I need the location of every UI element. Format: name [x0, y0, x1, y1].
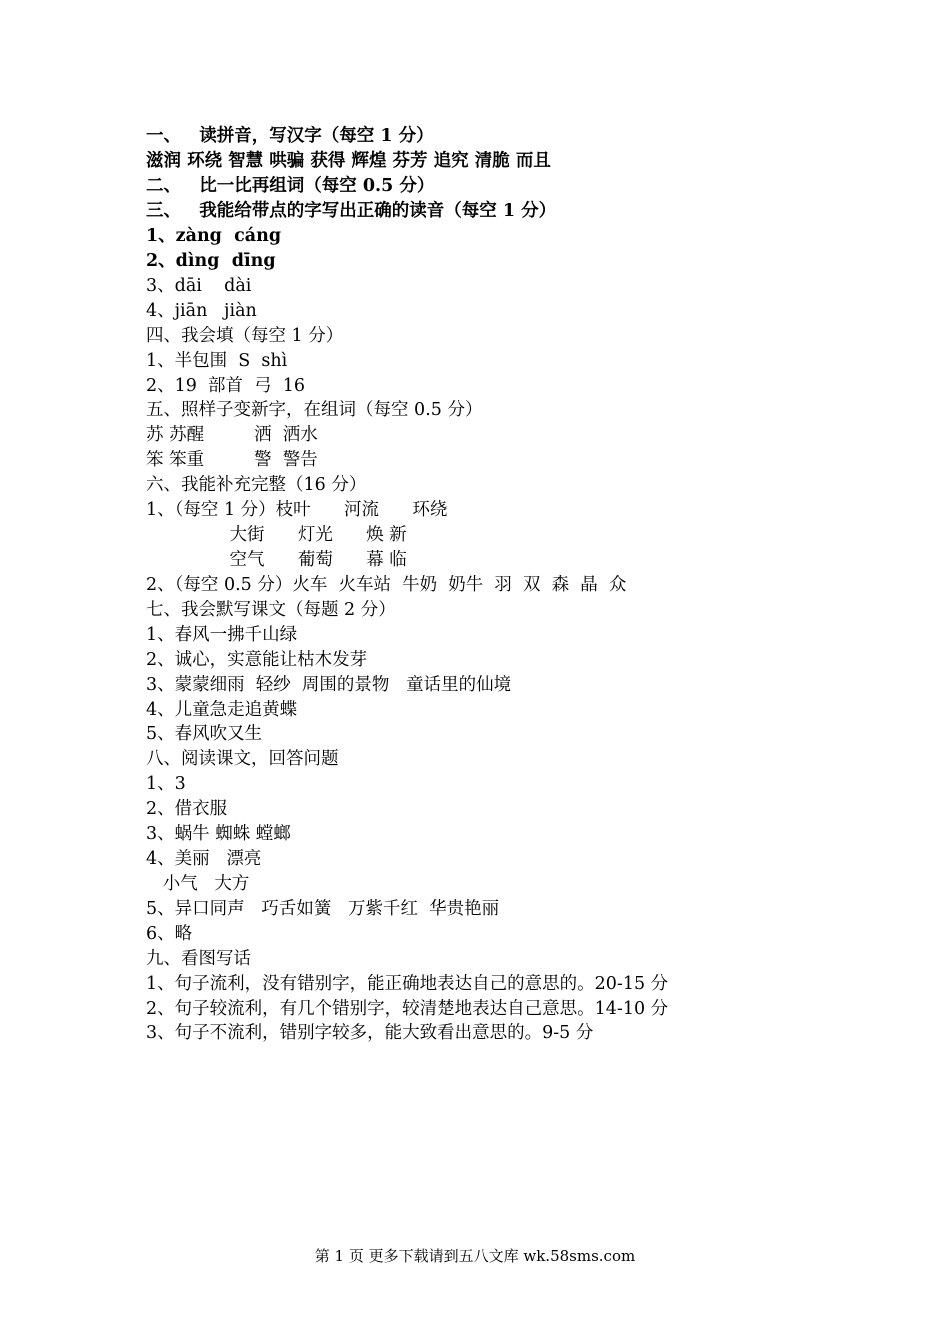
pinyin-answer-4: 4、jiān jiàn	[146, 301, 257, 321]
section-3-heading: 三、 我能给带点的字写出正确的读音（每空 1 分）	[146, 201, 557, 221]
section-6-heading: 六、我能补充完整（16 分）	[146, 475, 367, 495]
section-9-criterion-2: 2、句子较流利，有几个错别字，较清楚地表达自己意思。14-10 分	[146, 999, 669, 1019]
section-4-answer-1: 1、半包围 S shì	[146, 351, 288, 371]
section-7-answer-5: 5、春风吹又生	[146, 724, 263, 744]
section-8-answer-1: 1、3	[146, 774, 186, 794]
section-9-criterion-3: 3、句子不流利，错别字较多，能大致看出意思的。9-5 分	[146, 1023, 594, 1043]
section-8-answer-5: 5、异口同声 巧舌如簧 万紫千红 华贵艳丽	[146, 899, 500, 919]
section-1-heading: 一、 读拼音，写汉字（每空 1 分）	[146, 126, 434, 146]
pinyin-answer-1: 1、zàng cáng	[146, 226, 282, 246]
section-8-answer-4-row-1: 4、美丽 漂亮	[146, 849, 262, 869]
section-9-heading: 九、看图写话	[146, 949, 251, 969]
pinyin-answer-3: 3、dāi dài	[146, 276, 252, 296]
section-4-answer-2: 2、19 部首 弓 16	[146, 376, 306, 396]
section-7-heading: 七、我会默写课文（每题 2 分）	[146, 600, 396, 620]
section-7-answer-2: 2、诚心，实意能让枯木发芽	[146, 650, 368, 670]
page-footer: 第 1 页 更多下载请到五八文库 wk.58sms.com	[314, 1247, 636, 1265]
section-8-answer-2: 2、借衣服	[146, 799, 228, 819]
section-4-heading: 四、我会填（每空 1 分）	[146, 326, 344, 346]
section-7-answer-3: 3、蒙蒙细雨 轻纱 周围的景物 童话里的仙境	[146, 675, 512, 695]
section-8-answer-4-row-2: 小气 大方	[146, 874, 250, 894]
section-6-answer-1-row-3: 空气 葡萄 幕 临	[146, 550, 407, 570]
section-8-answer-6: 6、略	[146, 924, 193, 944]
section-1-answers: 滋润 环绕 智慧 哄骗 获得 辉煌 芬芳 追究 清脆 而且	[146, 151, 551, 171]
section-6-answer-1-row-1: 1、（每空 1 分）枝叶 河流 环绕	[146, 500, 448, 520]
section-7-answer-1: 1、春风一拂千山绿	[146, 625, 298, 645]
section-5-answer-1: 苏 苏醒 洒 洒水	[146, 425, 318, 445]
section-8-answer-3: 3、蜗牛 蜘蛛 螳螂	[146, 824, 291, 844]
section-8-heading: 八、阅读课文，回答问题	[146, 749, 339, 769]
section-6-answer-2: 2、（每空 0.5 分）火车 火车站 牛奶 奶牛 羽 双 森 晶 众	[146, 575, 627, 595]
section-6-answer-1-row-2: 大街 灯光 焕 新	[146, 525, 407, 545]
section-7-answer-4: 4、儿童急走追黄蝶	[146, 700, 298, 720]
section-9-criterion-1: 1、句子流利，没有错别字，能正确地表达自己的意思的。20-15 分	[146, 974, 669, 994]
section-5-heading: 五、照样子变新字，在组词（每空 0.5 分）	[146, 400, 483, 420]
section-2-heading: 二、 比一比再组词（每空 0.5 分）	[146, 176, 435, 196]
section-5-answer-2: 笨 笨重 警 警告	[146, 450, 318, 470]
pinyin-answer-2: 2、dìng dīng	[146, 251, 276, 271]
